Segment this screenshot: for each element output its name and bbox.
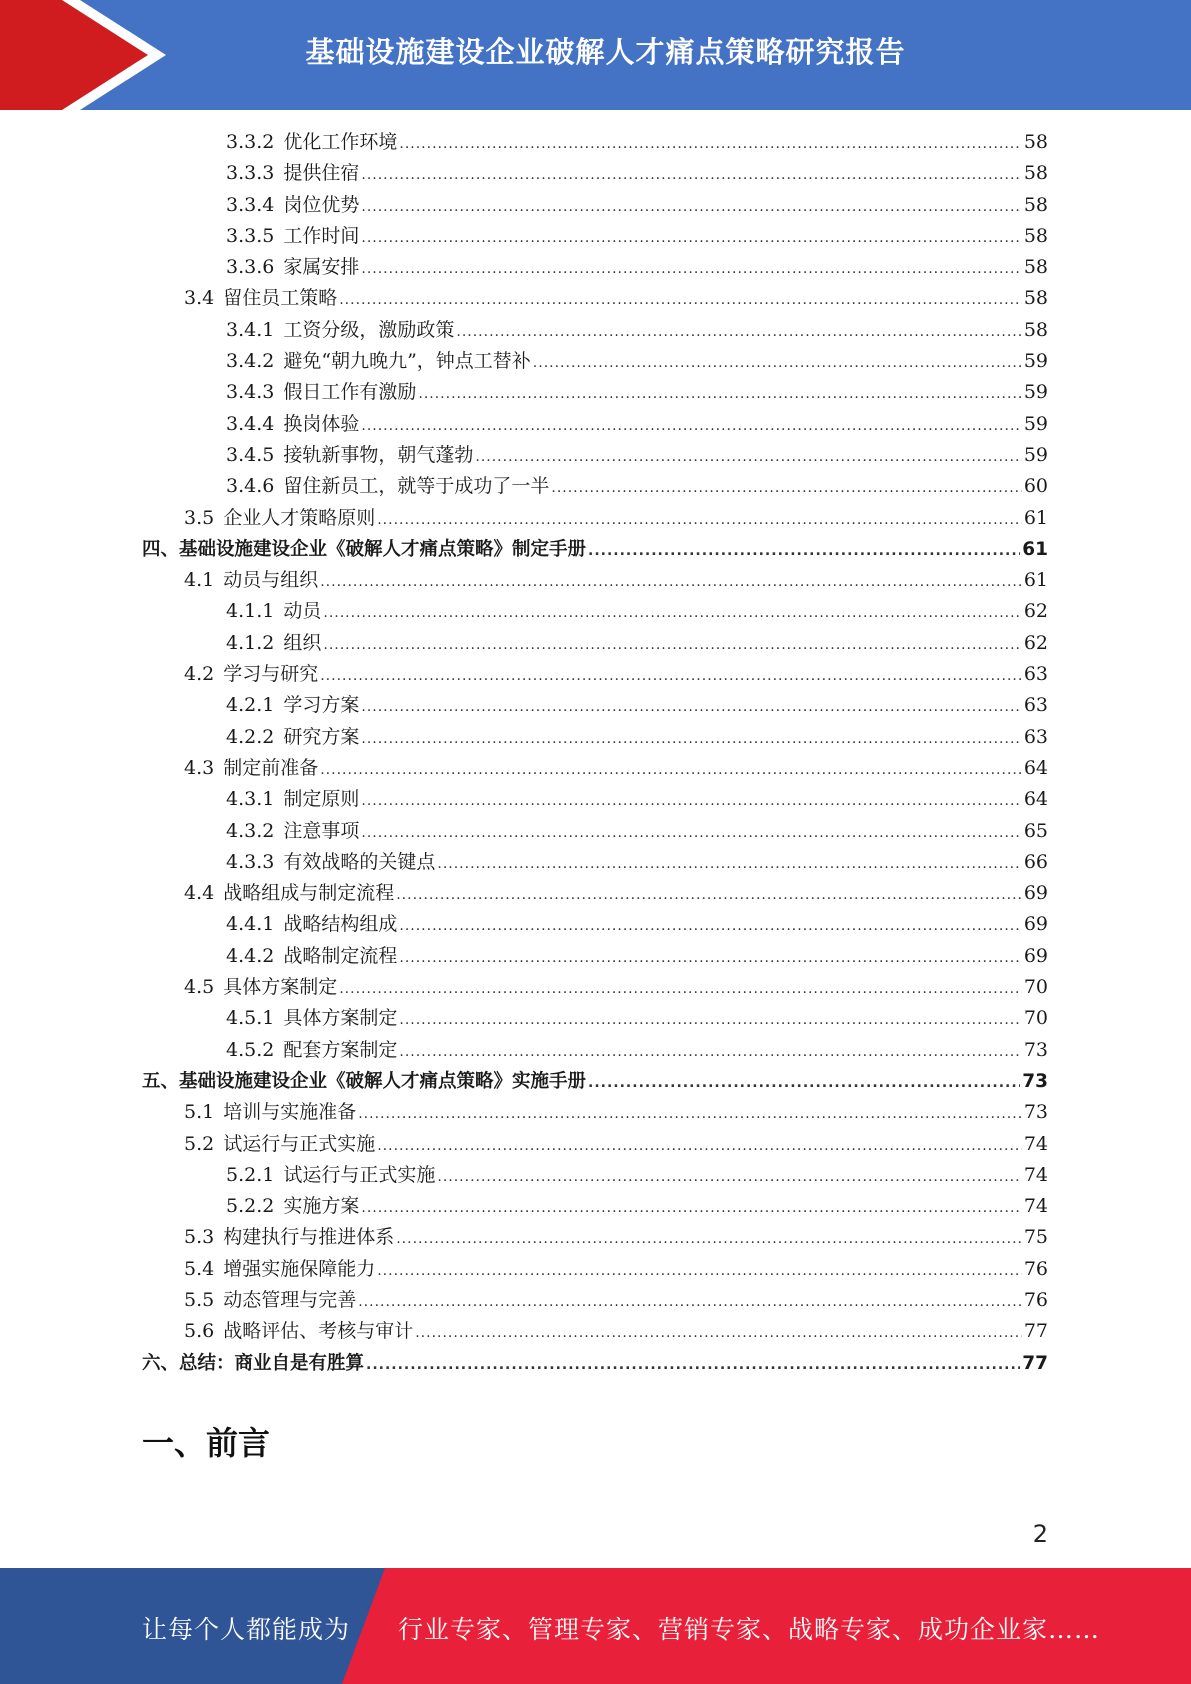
toc-entry-title: 假日工作有激励 xyxy=(283,381,417,404)
toc-dot-leader xyxy=(361,724,1021,755)
toc-entry-title: 制定前准备 xyxy=(223,756,319,779)
toc-dot-leader xyxy=(399,943,1021,974)
toc-entry[interactable] xyxy=(142,596,1048,627)
toc-dot-leader xyxy=(361,818,1021,849)
toc-entry-number: 4.5.1 xyxy=(226,1007,275,1030)
toc-entry-number: 4.2.1 xyxy=(226,694,275,717)
toc-entry-number: 4.5 xyxy=(184,976,215,999)
toc-entry-page: 65 xyxy=(1023,819,1048,842)
toc-entry[interactable] xyxy=(142,722,1048,753)
toc-entry-title: 有效战略的关键点 xyxy=(283,850,436,873)
toc-entry-page: 77 xyxy=(1022,1352,1048,1374)
toc-entry-title: 配套方案制定 xyxy=(283,1038,398,1061)
toc-entry[interactable] xyxy=(142,1348,1048,1379)
toc-dot-leader xyxy=(339,285,1022,316)
toc-entry-page: 74 xyxy=(1023,1195,1048,1218)
toc-entry-title: 四、基础设施建设企业《破解人才痛点策略》制定手册 xyxy=(142,538,587,560)
toc-dot-leader xyxy=(358,1287,1022,1318)
toc-entry[interactable] xyxy=(142,878,1048,909)
toc-entry-number: 3.3.2 xyxy=(226,131,275,153)
toc-entry-number: 4.1.2 xyxy=(226,631,275,654)
toc-dot-leader xyxy=(361,160,1021,191)
toc-entry-page: 59 xyxy=(1023,350,1048,373)
toc-entry[interactable] xyxy=(142,534,1048,565)
footer-slogan-right: 行业专家、管理专家、营销专家、战略专家、成功企业家…… xyxy=(398,1615,1101,1644)
toc-entry-page: 58 xyxy=(1023,162,1048,185)
toc-dot-leader xyxy=(320,661,1022,692)
toc-entry-title: 五、基础设施建设企业《破解人才痛点策略》实施手册 xyxy=(142,1070,587,1092)
toc-entry-number: 5.2 xyxy=(184,1132,215,1155)
toc-entry-number: 3.4.5 xyxy=(226,443,275,466)
toc-entry-number: 4.2.2 xyxy=(226,725,275,748)
toc-dot-leader xyxy=(475,442,1021,473)
toc-entry[interactable] xyxy=(142,471,1048,502)
toc-entry-title: 优化工作环境 xyxy=(283,131,398,153)
toc-entry[interactable] xyxy=(142,190,1048,221)
toc-entry-number: 4.5.2 xyxy=(226,1038,275,1061)
toc-entry[interactable] xyxy=(142,283,1048,314)
toc-dot-leader xyxy=(437,1162,1021,1193)
toc-entry-number: 3.4.6 xyxy=(226,475,275,498)
toc-entry[interactable] xyxy=(142,1066,1048,1097)
toc-entry-title: 制定原则 xyxy=(283,788,360,811)
toc-entry-number: 3.3.5 xyxy=(226,224,275,247)
toc-entry-title: 战略结构组成 xyxy=(283,913,398,936)
toc-dot-leader xyxy=(361,1193,1021,1224)
toc-entry-title: 企业人才策略原则 xyxy=(223,506,376,529)
toc-entry-page: 59 xyxy=(1023,412,1048,435)
toc-entry-title: 动态管理与完善 xyxy=(223,1288,357,1311)
toc-entry[interactable] xyxy=(142,315,1048,346)
toc-entry-page: 69 xyxy=(1023,882,1048,905)
toc-entry-number: 5.5 xyxy=(184,1288,215,1311)
toc-entry[interactable] xyxy=(142,127,1048,158)
toc-entry-page: 59 xyxy=(1023,381,1048,404)
toc-dot-leader xyxy=(533,348,1022,379)
toc-entry-page: 76 xyxy=(1023,1257,1048,1280)
toc-entry[interactable] xyxy=(142,1222,1048,1253)
toc-entry-page: 58 xyxy=(1023,224,1048,247)
toc-dot-leader xyxy=(339,974,1022,1005)
toc-entry-number: 3.3.3 xyxy=(226,162,275,185)
toc-entry-title: 试运行与正式实施 xyxy=(283,1163,436,1186)
toc-entry-number: 3.3.4 xyxy=(226,193,275,216)
toc-entry-title: 动员与组织 xyxy=(223,569,319,592)
toc-entry-page: 59 xyxy=(1023,443,1048,466)
page-footer xyxy=(0,1568,1191,1684)
toc-entry-number: 3.4.1 xyxy=(226,318,275,341)
toc-entry[interactable] xyxy=(142,1129,1048,1160)
toc-entry-number: 4.4 xyxy=(184,882,215,905)
toc-entry-number: 5.4 xyxy=(184,1257,215,1280)
toc-dot-leader xyxy=(415,1318,1022,1349)
toc-entry-title: 战略组成与制定流程 xyxy=(223,882,395,905)
toc-dot-leader xyxy=(588,536,1020,567)
toc-entry[interactable] xyxy=(142,816,1048,847)
toc-entry-number: 5.3 xyxy=(184,1226,215,1249)
toc-entry-title: 构建执行与推进体系 xyxy=(223,1226,395,1249)
toc-entry-number: 4.4.2 xyxy=(226,944,275,967)
toc-entry-page: 61 xyxy=(1022,538,1048,560)
toc-entry-title: 具体方案制定 xyxy=(223,976,338,999)
toc-entry[interactable] xyxy=(142,503,1048,534)
toc-dot-leader xyxy=(361,254,1021,285)
toc-dot-leader xyxy=(320,755,1022,786)
toc-dot-leader xyxy=(366,1350,1020,1381)
toc-entry-page: 58 xyxy=(1023,193,1048,216)
toc-entry-title: 岗位优势 xyxy=(283,193,360,216)
toc-entry[interactable] xyxy=(142,690,1048,721)
toc-entry-title: 组织 xyxy=(283,631,322,654)
toc-entry-number: 5.2.2 xyxy=(226,1195,275,1218)
toc-entry-number: 3.3.6 xyxy=(226,256,275,279)
toc-entry-number: 4.3.3 xyxy=(226,850,275,873)
toc-entry-page: 63 xyxy=(1023,694,1048,717)
toc-entry-title: 工作时间 xyxy=(283,224,360,247)
footer-slogan-left: 让每个人都能成为 xyxy=(142,1615,351,1644)
toc-dot-leader xyxy=(377,1131,1022,1162)
toc-entry-number: 4.3.2 xyxy=(226,819,275,842)
toc-dot-leader xyxy=(361,411,1021,442)
toc-entry-page: 74 xyxy=(1023,1163,1048,1186)
toc-entry-number: 4.3 xyxy=(184,756,215,779)
toc-dot-leader xyxy=(418,379,1021,410)
toc-entry[interactable] xyxy=(142,972,1048,1003)
toc-dot-leader xyxy=(399,1005,1021,1036)
toc-entry-title: 试运行与正式实施 xyxy=(223,1132,376,1155)
toc-dot-leader xyxy=(361,786,1021,817)
toc-entry-page: 58 xyxy=(1023,318,1048,341)
header-title: 基础设施建设企业破解人才痛点策略研究报告 xyxy=(305,35,906,69)
toc-entry[interactable] xyxy=(142,158,1048,189)
toc-entry[interactable] xyxy=(142,1285,1048,1316)
toc-entry-page: 58 xyxy=(1023,287,1048,310)
toc-dot-leader xyxy=(358,1099,1022,1130)
toc-dot-leader xyxy=(396,1224,1022,1255)
toc-entry-page: 70 xyxy=(1023,976,1048,999)
toc-dot-leader xyxy=(399,129,1021,160)
toc-entry[interactable] xyxy=(142,1003,1048,1034)
toc-entry-page: 76 xyxy=(1023,1288,1048,1311)
toc-entry[interactable] xyxy=(142,1097,1048,1128)
toc-entry-title: 家属安排 xyxy=(283,256,360,279)
toc-entry-title: 换岗体验 xyxy=(283,412,360,435)
toc-entry-title: 学习方案 xyxy=(283,694,360,717)
toc-entry-page: 60 xyxy=(1023,475,1048,498)
section-heading: 一、前言 xyxy=(142,1424,271,1462)
toc-entry-title: 工资分级，激励政策 xyxy=(283,318,455,341)
toc-entry-page: 66 xyxy=(1023,850,1048,873)
toc-entry-number: 4.1.1 xyxy=(226,600,275,623)
toc-entry-page: 62 xyxy=(1023,631,1048,654)
toc-entry-title: 留住新员工，就等于成功了一半 xyxy=(283,475,550,498)
toc-entry-title: 具体方案制定 xyxy=(283,1007,398,1030)
toc-dot-leader xyxy=(456,317,1021,348)
toc-entry-number: 3.4 xyxy=(184,287,215,310)
toc-entry-page: 75 xyxy=(1023,1226,1048,1249)
toc-entry-page: 61 xyxy=(1023,569,1048,592)
toc-entry-page: 73 xyxy=(1023,1101,1048,1124)
toc-entry[interactable] xyxy=(142,409,1048,440)
toc-entry-title: 接轨新事物，朝气蓬勃 xyxy=(283,443,474,466)
toc-entry[interactable] xyxy=(142,1254,1048,1285)
toc-entry-number: 3.5 xyxy=(184,506,215,529)
toc-entry-page: 64 xyxy=(1023,756,1048,779)
toc-dot-leader xyxy=(377,1256,1022,1287)
toc-entry-page: 74 xyxy=(1023,1132,1048,1155)
toc-dot-leader xyxy=(377,505,1022,536)
toc-entry-title: 留住员工策略 xyxy=(223,287,338,310)
page-number: 2 xyxy=(1032,1520,1048,1548)
toc-entry[interactable] xyxy=(142,659,1048,690)
toc-entry[interactable] xyxy=(142,440,1048,471)
toc-entry-number: 3.4.4 xyxy=(226,412,275,435)
toc-entry[interactable] xyxy=(142,1160,1048,1191)
toc-entry-number: 4.2 xyxy=(184,663,215,686)
toc-entry[interactable] xyxy=(142,847,1048,878)
toc-entry-page: 62 xyxy=(1023,600,1048,623)
toc-entry-page: 64 xyxy=(1023,788,1048,811)
toc-entry[interactable] xyxy=(142,784,1048,815)
toc-dot-leader xyxy=(320,567,1022,598)
toc-entry-title: 培训与实施准备 xyxy=(223,1101,357,1124)
toc-entry-title: 战略评估、考核与审计 xyxy=(223,1320,414,1343)
toc-dot-leader xyxy=(361,692,1021,723)
toc-entry-page: 77 xyxy=(1023,1320,1048,1343)
toc-entry[interactable] xyxy=(142,565,1048,596)
toc-entry[interactable] xyxy=(142,909,1048,940)
toc-entry-title: 动员 xyxy=(283,600,322,623)
toc-entry-page: 73 xyxy=(1022,1070,1048,1092)
toc-entry-page: 69 xyxy=(1023,944,1048,967)
toc-entry-number: 4.4.1 xyxy=(226,913,275,936)
toc-entry[interactable] xyxy=(142,1191,1048,1222)
toc-entry-title: 研究方案 xyxy=(283,725,360,748)
toc-entry-number: 5.1 xyxy=(184,1101,215,1124)
toc-entry-number: 4.1 xyxy=(184,569,215,592)
toc-entry-number: 4.3.1 xyxy=(226,788,275,811)
toc-entry-page: 63 xyxy=(1023,663,1048,686)
toc-entry-title: 注意事项 xyxy=(283,819,360,842)
toc-dot-leader xyxy=(323,630,1021,661)
toc-entry-title: 六、总结：商业自是有胜算 xyxy=(142,1352,365,1374)
page-header xyxy=(0,0,1191,110)
toc-entry-page: 69 xyxy=(1023,913,1048,936)
toc-dot-leader xyxy=(399,911,1021,942)
toc-entry-number: 5.6 xyxy=(184,1320,215,1343)
toc-entry-title: 提供住宿 xyxy=(283,162,360,185)
toc-entry-page: 70 xyxy=(1023,1007,1048,1030)
toc-dot-leader xyxy=(551,473,1021,504)
toc-dot-leader xyxy=(361,223,1021,254)
toc-entry[interactable] xyxy=(142,753,1048,784)
toc-entry[interactable] xyxy=(142,221,1048,252)
toc-dot-leader xyxy=(588,1068,1020,1099)
toc-entry-title: 避免“朝九晚九”，钟点工替补 xyxy=(283,350,531,373)
toc-entry-number: 5.2.1 xyxy=(226,1163,275,1186)
toc-dot-leader xyxy=(437,849,1021,880)
toc-entry-page: 58 xyxy=(1023,256,1048,279)
toc-dot-leader xyxy=(396,880,1022,911)
toc-entry-number: 3.4.3 xyxy=(226,381,275,404)
toc-dot-leader xyxy=(323,598,1021,629)
toc-entry[interactable] xyxy=(142,346,1048,377)
toc-entry[interactable] xyxy=(142,252,1048,283)
toc-entry[interactable] xyxy=(142,628,1048,659)
toc-dot-leader xyxy=(361,192,1021,223)
toc-entry-number: 3.4.2 xyxy=(226,350,275,373)
toc-entry-page: 63 xyxy=(1023,725,1048,748)
toc-entry-title: 学习与研究 xyxy=(223,663,319,686)
toc-entry-title: 增强实施保障能力 xyxy=(223,1257,376,1280)
toc-entry-page: 61 xyxy=(1023,506,1048,529)
toc-entry-page: 58 xyxy=(1023,131,1048,153)
toc-entry-page: 73 xyxy=(1023,1038,1048,1061)
toc-entry-title: 战略制定流程 xyxy=(283,944,398,967)
toc-dot-leader xyxy=(399,1037,1021,1068)
toc-entry[interactable] xyxy=(142,1316,1048,1347)
toc-entry[interactable] xyxy=(142,941,1048,972)
toc-entry[interactable] xyxy=(142,377,1048,408)
toc-entry-title: 实施方案 xyxy=(283,1195,360,1218)
table-of-contents xyxy=(142,127,1048,1379)
toc-entry[interactable] xyxy=(142,1035,1048,1066)
